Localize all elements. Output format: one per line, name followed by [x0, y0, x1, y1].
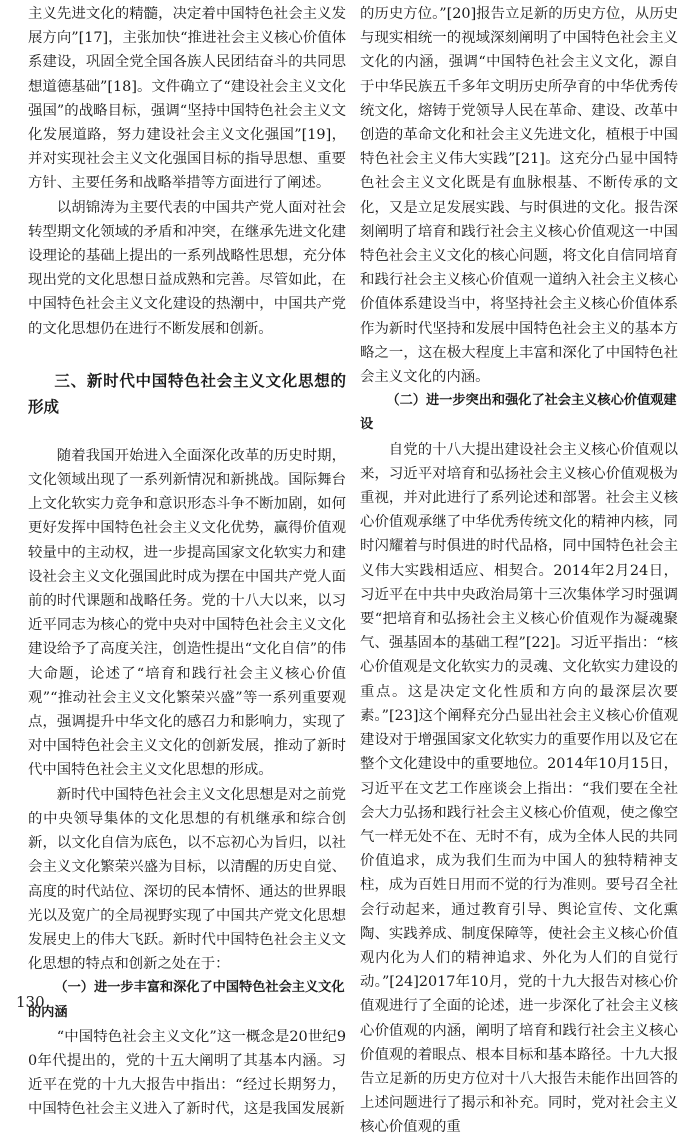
right-column	[360, 2, 678, 1140]
paragraph: 的历史方位。”[20]报告立足新的历史方位，从历史与现实相统一的视域深刻阐明了中国特色社会主义文化的内涵，强调“中国特色社会主义文化，源自于中华民族五千多年文明历史所孕育的中华优秀传统文化，熔铸于党领导人民在革命、建设、改革中创造的革命文化和社会主义先进文化，植根于中国特色社会主义伟大实践”[21]。这充分凸显中国特色社会主义文化既是有血脉根基、不断传承的文化，又是立足发展实践、与时俱进的文化。报告深刻阐明了培育和践行社会主义核心价值观这一中国特色社会主义文化的核心问题，将文化自信同培育和践行社会主义核心价值观一道纳入社会主义核心价值体系建设当中，将坚持社会主义核心价值体系作为新时代坚持和发展中国特色社会主义的基本方略之一，这在极大程度上丰富和深化了中国特色社会主义文化的内涵。	[360, 6, 678, 386]
section-heading: 三、新时代中国特色社会主义文化思想的形成	[28, 371, 346, 416]
paragraph: 新时代中国特色社会主义文化思想是对之前党的中央领导集体的文化思想的有机继承和综合创新，以文化自信为底色，以不忘初心为旨归，以社会主义文化繁荣兴盛为目标，以清醒的历史自觉、高度的时代站位、深切的民本情怀、通达的世界眼光以及宽广的全局视野实现了中国共产党文化思想发展史上的伟大飞跃。新时代中国特色社会主义文化思想的特点和创新之处在于：	[28, 786, 346, 973]
subsection-heading: （二）进一步突出和强化了社会主义核心价值观建设	[360, 393, 677, 433]
paragraph: 主义先进文化的精髓，决定着中国特色社会主义发展方向”[17]，主张加快“推进社会主义核心价值体系建设，巩固全党全国各族人民团结奋斗的共同思想道德基础”[18]。文件确立了“建设社会主义文化强国”的战略目标，强调“坚持中国特色社会主义文化发展道路，努力建设社会主义文化强国”[19]，并对实现社会主义文化强国目标的指导思想、重要方针、主要任务和战略举措等方面进行了阐述。	[28, 6, 346, 192]
paragraph: 自党的十八大提出建设社会主义核心价值观以来，习近平对培育和弘扬社会主义核心价值观极为重视，并对此进行了系列论述和部署。社会主义核心价值观承继了中华优秀传统文化的精神内核，同时闪耀着与时俱进的时代品格，同中国特色社会主义伟大实践相适应、相契合。2014年2月24日，习近平在中共中央政治局第十三次集体学习时强调要“把培育和弘扬社会主义核心价值观作为凝魂聚气、强基固本的基础工程”[22]。习近平指出：“核心价值观是文化软实力的灵魂、文化软实力建设的重点。这是决定文化性质和方向的最深层次要素。”[23]这个阐释充分凸显出社会主义核心价值观建设对于增强国家文化软实力的重要作用以及它在整个文化建设中的重要地位。2014年10月15日，习近平在文艺工作座谈会上指出：“我们要在全社会大力弘扬和践行社会主义核心价值观，使之像空气一样无处不在、无时不有，成为全体人民的共同价值追求，成为我们生而为中国人的独特精神支柱，成为百姓日用而不觉的行为准则。要号召全社会行动起来，通过教育引导、舆论宣传、文化熏陶、实践养成、制度保障等，使社会主义核心价值观内化为人们的精神追求、外化为人们的自觉行动。”[24]2017年10月，党的十九大报告对核心价值观进行了全面的论述，进一步深化了社会主义核心价值观的内涵，阐明了培育和践行社会主义核心价值观的着眼点、根本目标和基本路径。十九大报告立足新的历史方位对十八大报告未能作出回答的上述问题进行了揭示和补充。同时，党对社会主义核心价值观的重	[360, 441, 678, 1136]
paragraph: “中国特色社会主义文化”这一概念是20世纪90年代提出的，党的十五大阐明了其基本内涵。习近平在党的十九大报告中指出：“经过长期努力，中国特色社会主义进入了新时代，这是我国发展新	[28, 1028, 346, 1118]
paragraph: 随着我国开始进入全面深化改革的历史时期，文化领域出现了一系列新情况和新挑战。国际舞台上文化软实力竞争和意识形态斗争不断加剧，如何更好发挥中国特色社会主义文化优势，赢得价值观较量中的主动权，进一步提高国家文化软实力和建设社会主义文化强国此时成为摆在中国共产党人面前的时代课题和战略任务。党的十八大以来，以习近平同志为核心的党中央对中国特色社会主义文化建设给予了高度关注，创造性提出“文化自信”的伟大命题，论述了“培育和践行社会主义核心价值观”“推动社会主义文化繁荣兴盛”等一系列重要观点，强调提升中华文化的感召力和影响力，实现了对中国特色社会主义文化的创新发展，推动了新时代中国特色社会主义文化思想的形成。	[28, 447, 346, 779]
paragraph: 以胡锦涛为主要代表的中国共产党人面对社会转型期文化领域的矛盾和冲突，在继承先进文化建设理论的基础上提出的一系列战略性思想，充分体现出党的文化思想日益成熟和完善。尽管如此，在中国特色社会主义文化建设的热潮中，中国共产党的文化思想仍在进行不断发展和创新。	[28, 199, 346, 337]
page-number: 130	[16, 993, 45, 1011]
subsection-heading: （一）进一步丰富和深化了中国特色社会主义文化的内涵	[28, 980, 345, 1020]
left-column	[28, 2, 346, 1122]
